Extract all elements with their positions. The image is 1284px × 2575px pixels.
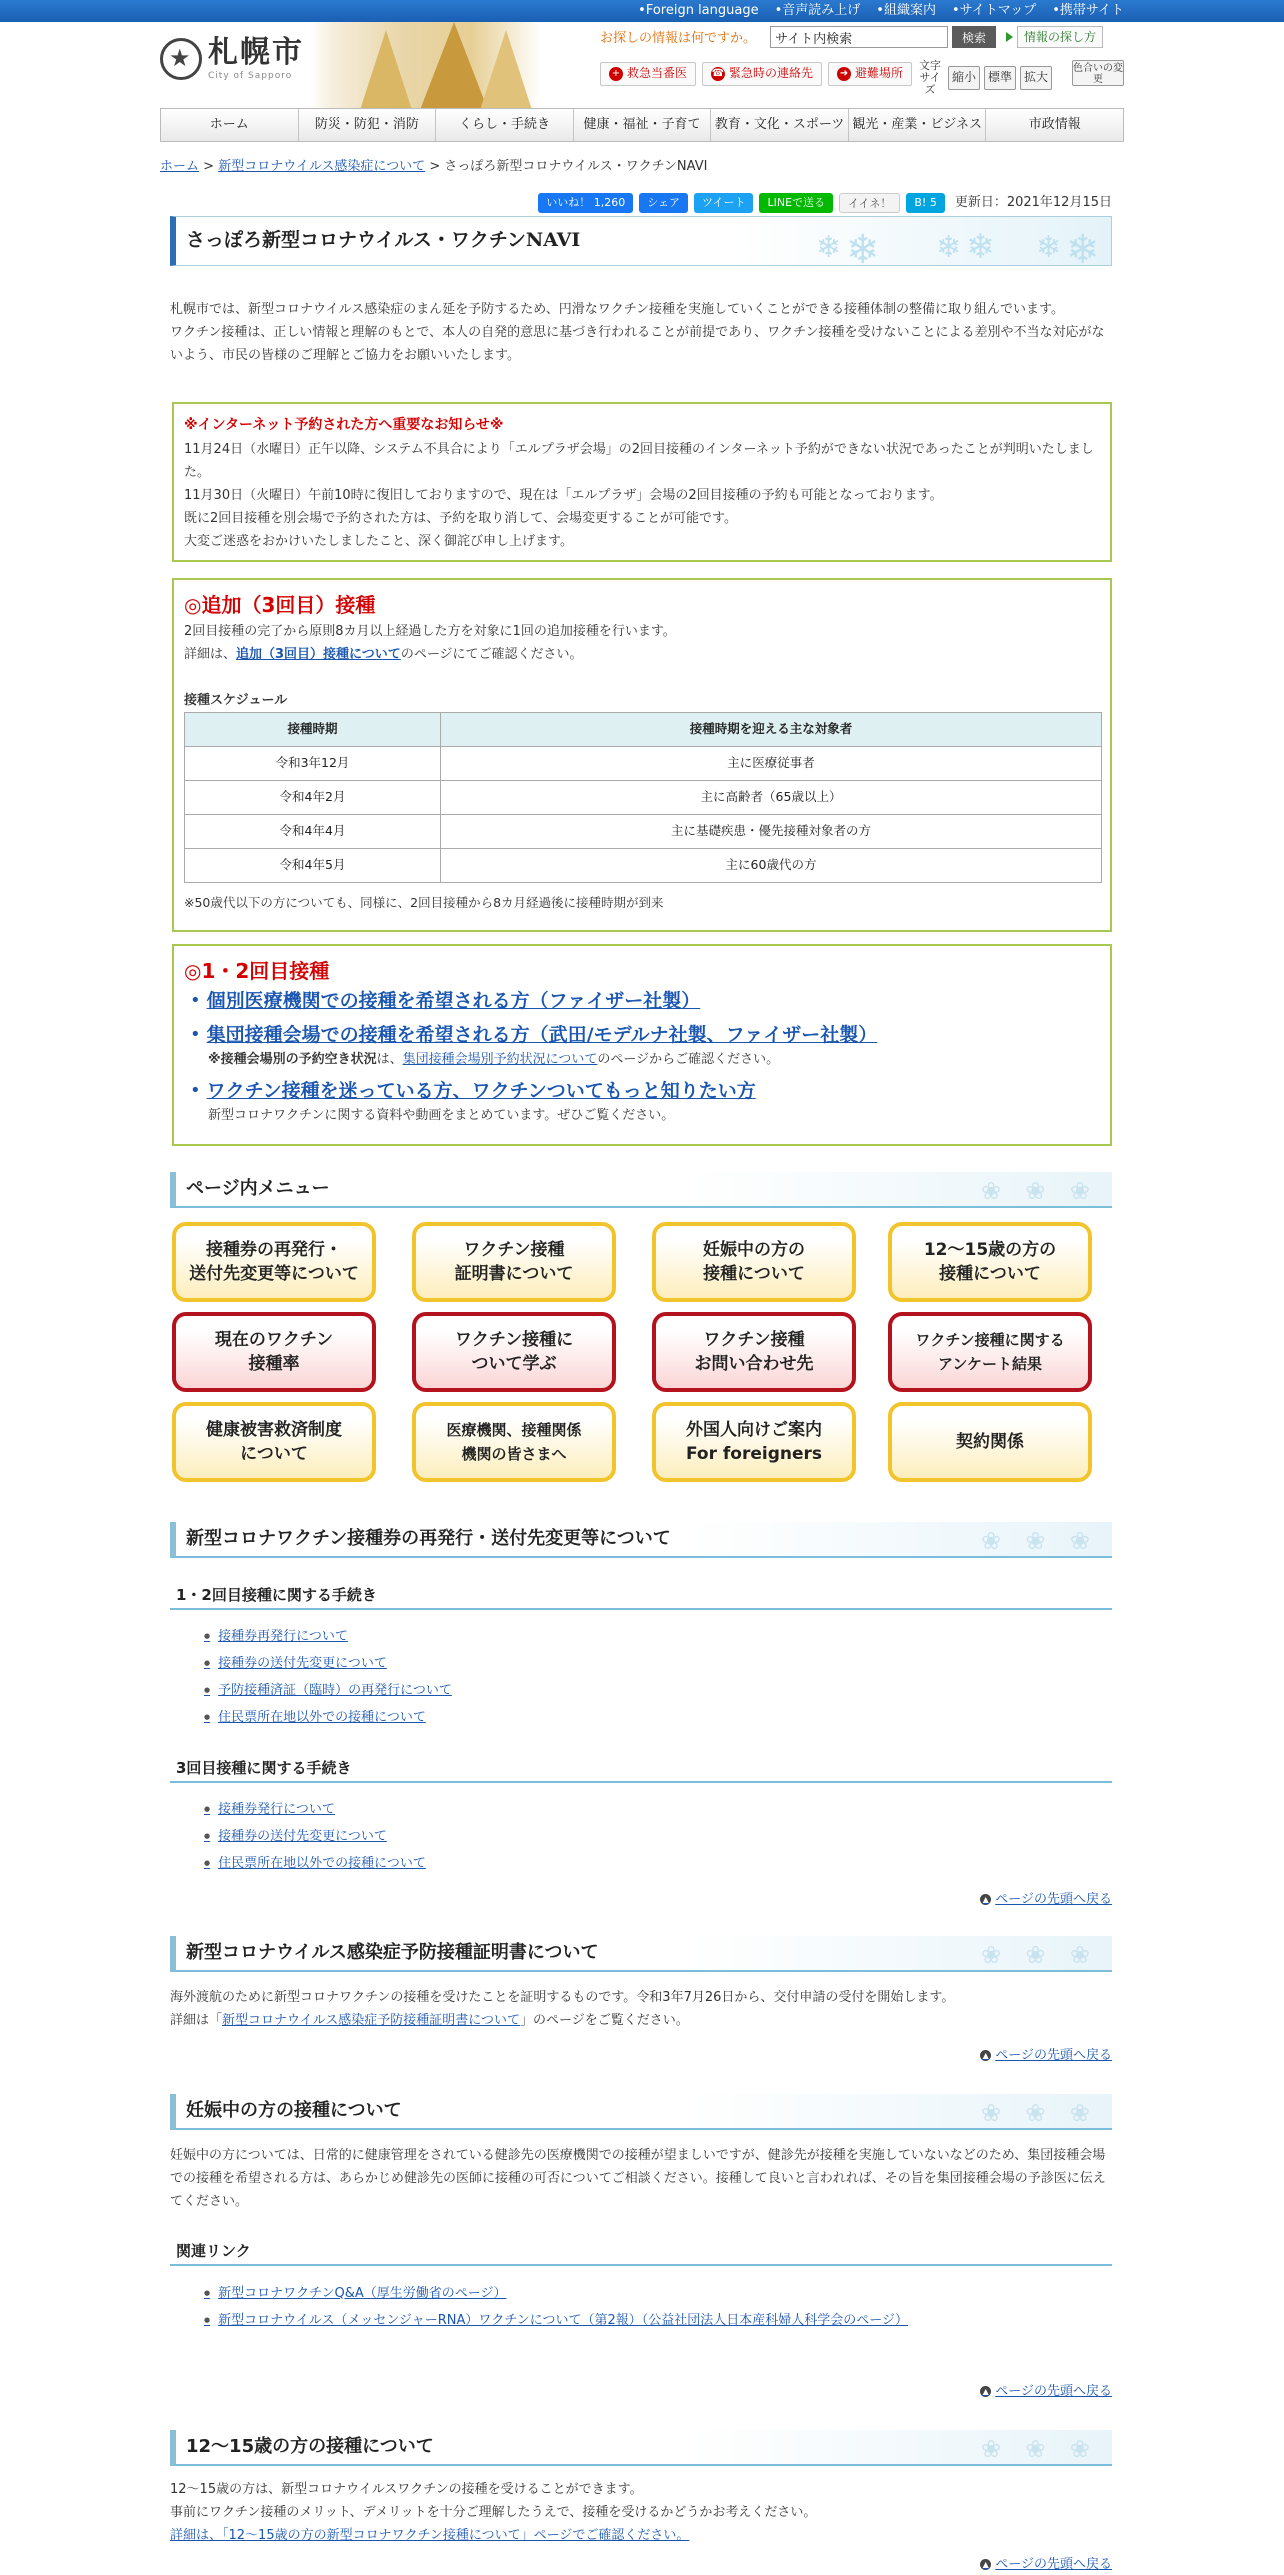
certificate-detail-pre: 詳細は「 xyxy=(170,2013,223,2028)
facebook-share-button[interactable]: シェア xyxy=(639,193,688,213)
reservation-status-bold: ※接種会場別の予約空き状況 xyxy=(208,1052,377,1067)
menu-contact-button[interactable]: ワクチン接種 お問い合わせ先 xyxy=(652,1312,856,1392)
menu-medical-institutions-button[interactable]: 医療機関、接種関係 機関の皆さまへ xyxy=(412,1402,616,1482)
emergency-contact-label: 緊急時の連絡先 xyxy=(729,66,814,81)
table-cell: 主に医療従事者 xyxy=(441,747,1102,781)
table-cell: 主に60歳代の方 xyxy=(441,849,1102,883)
arrow-up-icon: ▲ xyxy=(980,2386,991,2397)
nav-home[interactable]: ホーム xyxy=(161,109,299,141)
mhlw-qa-link[interactable]: ● 新型コロナワクチンQ&A（厚生労働省のページ） xyxy=(204,2280,908,2307)
back-to-top-link[interactable] xyxy=(980,2045,1112,2066)
menu-relief-button[interactable]: 健康被害救済制度 について xyxy=(172,1402,376,1482)
table-row xyxy=(185,815,1102,849)
related-link-list xyxy=(204,2280,908,2334)
first-dose-heading: ◎1・2回目接種 xyxy=(184,959,330,983)
plus-cross-icon: + xyxy=(609,67,623,81)
back-to-top-label: ページの先頭へ戻る xyxy=(995,2048,1112,2063)
certificate-line: 海外渡航のために新型コロナワクチンの接種を受けたことを証明するものです。令和3年7月26日から、交付申請の受付を開始します。 xyxy=(170,1990,955,2005)
arrow-up-icon: ▲ xyxy=(980,2050,991,2061)
bullet-icon: • xyxy=(190,1024,201,1045)
notice-heading: ※インターネット予約された方へ重要なお知らせ※ xyxy=(184,417,504,433)
breadcrumb-home[interactable]: ホーム xyxy=(160,159,200,174)
top-links xyxy=(638,0,1124,22)
youth-text xyxy=(170,2478,1112,2547)
address-change-link[interactable]: ● 接種券の送付先変更について xyxy=(204,1823,426,1850)
leaf-decoration-icon: ❀ ❀ ❀ xyxy=(980,1177,1098,1205)
nav-tourism-business[interactable]: 観光・産業・ビジネス xyxy=(849,109,987,141)
phone-icon: ☎ xyxy=(711,68,725,79)
vaccination-certificate-reissue-link[interactable]: ● 予防接種済証（臨時）の再発行について xyxy=(204,1677,452,1704)
youth-line: 事前にワクチン接種のメリット、デメリットを十分ご理解したうえで、接種を受けるかどうかお考えください。 xyxy=(170,2505,817,2520)
menu-foreigners-button[interactable]: 外国人向けご案内 For foreigners xyxy=(652,1402,856,1482)
breadcrumb-parent[interactable]: 新型コロナウイルス感染症について xyxy=(218,159,426,174)
table-row xyxy=(185,747,1102,781)
line-share-button[interactable]: LINEで送る xyxy=(759,193,833,213)
arrow-up-icon: ▲ xyxy=(980,1894,991,1905)
leaf-decoration-icon: ❀ ❀ ❀ xyxy=(980,2435,1098,2463)
table-cell: 主に基礎疾患・優先接種対象者の方 xyxy=(441,815,1102,849)
learn-more-text: 新型コロナワクチンに関する資料や動画をまとめています。ぜひご覧ください。 xyxy=(208,1108,675,1123)
site-search-input[interactable] xyxy=(770,26,948,48)
page-menu-heading xyxy=(170,1172,1112,1208)
learn-more-link[interactable]: ワクチン接種を迷っている方、ワクチンついてもっと知りたい方 xyxy=(206,1080,756,1102)
mass-vaccination-link[interactable]: 集団接種会場での接種を希望される方（武田/モデルナ社製、ファイザー社製） xyxy=(206,1024,878,1046)
breadcrumb-separator: > xyxy=(203,159,215,174)
table-header: 接種時期 xyxy=(185,713,441,747)
evacuation-site-label: 避難場所 xyxy=(855,66,904,81)
bullet-icon: • xyxy=(190,990,201,1011)
back-to-top-label: ページの先頭へ戻る xyxy=(995,2384,1112,2399)
booster-text: 2回目接種の完了から原則8カ月以上経過した方を対象に1回の追加接種を行います。 xyxy=(184,624,676,639)
menu-survey-button[interactable]: ワクチン接種に関する アンケート結果 xyxy=(888,1312,1092,1392)
address-change-link[interactable]: ● 接種券の送付先変更について xyxy=(204,1650,452,1677)
emergency-doctor-label: 救急当番医 xyxy=(627,66,688,81)
menu-contracts-button[interactable]: 契約関係 xyxy=(888,1402,1092,1482)
page-title: さっぽろ新型コロナウイルス・ワクチンNAVI xyxy=(186,229,581,252)
back-to-top-label: ページの先頭へ戻る xyxy=(995,2557,1112,2572)
menu-reissue-button[interactable]: 接種券の再発行・ 送付先変更等について xyxy=(172,1222,376,1302)
find-info-link[interactable] xyxy=(1006,26,1103,48)
search-label: お探しの情報は何ですか。 xyxy=(600,31,757,46)
emergency-contact-button[interactable] xyxy=(702,62,822,86)
list-item xyxy=(190,1076,1100,1106)
important-notice-box xyxy=(172,402,1112,562)
table-cell: 令和4年4月 xyxy=(185,815,441,849)
nav-living[interactable]: くらし・手続き xyxy=(436,109,574,141)
leaf-decoration-icon: ❀ ❀ ❀ xyxy=(980,1941,1098,1969)
logo-subtitle: City of Sapporo xyxy=(208,71,293,81)
page-menu-title: ページ内メニュー xyxy=(186,1178,330,1199)
font-size-normal-button[interactable]: 標準 xyxy=(984,66,1016,90)
snowflake-icon: ❄ xyxy=(936,230,962,265)
menu-vaccination-rate-button[interactable]: 現在のワクチン 接種率 xyxy=(172,1312,376,1392)
christmas-tree-banner xyxy=(310,22,540,110)
voice-reading-link[interactable]: • 音声読み上げ xyxy=(775,0,861,22)
sitemap-link[interactable]: • サイトマップ xyxy=(952,0,1036,22)
snowflake-icon: ❄ xyxy=(816,230,842,265)
table-cell: 令和3年12月 xyxy=(185,747,441,781)
schedule-table xyxy=(184,712,1102,883)
social-share-bar xyxy=(538,192,1112,213)
leaf-decoration-icon: ❀ ❀ ❀ xyxy=(980,1527,1098,1555)
reissue-link[interactable]: ● 接種券再発行について xyxy=(204,1623,452,1650)
certificate-detail-post: 」のページをご覧ください。 xyxy=(519,2013,689,2028)
leaf-decoration-icon: ❀ ❀ ❀ xyxy=(980,2099,1098,2127)
table-cell: 主に高齢者（65歳以上） xyxy=(441,781,1102,815)
reservation-status-note xyxy=(208,1050,1100,1070)
reissue-section-title: 新型コロナワクチン接種券の再発行・送付先変更等について xyxy=(186,1528,671,1549)
font-size-label: 文字サイズ xyxy=(919,59,941,96)
menu-pregnant-button[interactable]: 妊娠中の方の 接種について xyxy=(652,1222,856,1302)
font-size-shrink-button[interactable]: 縮小 xyxy=(948,66,980,90)
hatena-bookmark-button[interactable]: B! 5 xyxy=(906,193,944,213)
back-to-top-link[interactable] xyxy=(980,2381,1112,2402)
booster-detail-pre: 詳細は、 xyxy=(184,647,237,662)
site-logo[interactable] xyxy=(160,36,304,82)
reservation-status-link[interactable]: 集団接種会場別予約状況について xyxy=(402,1052,598,1067)
snowflake-icon: ❄ xyxy=(1036,230,1062,265)
booster-detail-link[interactable]: 追加（3回目）接種について xyxy=(236,647,401,662)
intro-text xyxy=(170,298,1112,367)
page-title-bar xyxy=(170,216,1112,273)
nav-education-culture[interactable]: 教育・文化・スポーツ xyxy=(711,109,849,141)
booster-box xyxy=(172,578,1112,932)
booster-detail xyxy=(184,643,1100,666)
table-row xyxy=(185,781,1102,815)
intro-paragraph: ワクチン接種は、正しい情報と理解のもとで、本人の自発的意思に基づき行われることが前提であり、ワクチン接種を受けないことによる差別や不当な対応がないよう、市民の皆様のご理解とご協力をお願いいたします。 xyxy=(170,325,1105,363)
table-cell: 令和4年5月 xyxy=(185,849,441,883)
pregnant-section-title: 妊娠中の方の接種について xyxy=(186,2100,402,2121)
outside-residence-link[interactable]: ● 住民票所在地以外での接種について xyxy=(204,1704,452,1731)
menu-certificate-button[interactable]: ワクチン接種 証明書について xyxy=(412,1222,616,1302)
mixi-iine-button[interactable]: イイネ！ xyxy=(839,193,900,213)
logo-name: 札幌市 xyxy=(208,35,304,70)
facebook-like-button[interactable]: いいね！ 1,260 xyxy=(538,193,633,213)
menu-youth-button[interactable]: 12～15歳の方の 接種について xyxy=(888,1222,1092,1302)
related-links-subheading: 関連リンク xyxy=(170,2238,1112,2266)
notice-line: 11月24日（水曜日）正午以降、システム不具合により「エルプラザ会場」の2回目接種のインターネット予約ができない状況であったことが判明いたしました。 xyxy=(184,442,1094,480)
certificate-detail xyxy=(170,2009,1112,2032)
emergency-doctor-button[interactable] xyxy=(600,62,696,86)
breadcrumb xyxy=(160,156,707,177)
back-to-top-link[interactable] xyxy=(980,2554,1112,2575)
booster-detail-post: のページにてご確認ください。 xyxy=(400,647,583,662)
reservation-status-mid: は、 xyxy=(376,1052,403,1067)
notice-line: 既に2回目接種を別会場で予約された方は、予約を取り消して、会場変更することが可能です。 xyxy=(184,511,737,526)
youth-line: 12～15歳の方は、新型コロナウイルスワクチンの接種を受けることができます。 xyxy=(170,2482,643,2497)
snowflake-icon: ❄ xyxy=(966,227,995,267)
ticket-issue-link[interactable]: ● 接種券発行について xyxy=(204,1796,426,1823)
foreign-language-link[interactable]: • Foreign language xyxy=(638,0,758,22)
updated-date: 更新日：2021年12月15日 xyxy=(954,195,1112,210)
mobile-site-link[interactable]: • 携帯サイト xyxy=(1052,0,1124,22)
menu-learn-button[interactable]: ワクチン接種に ついて学ぶ xyxy=(412,1312,616,1392)
reservation-status-post: のページからご確認ください。 xyxy=(597,1052,780,1067)
site-header xyxy=(160,22,1124,110)
snowflake-icon: ❄ xyxy=(846,227,880,273)
emergency-links xyxy=(600,62,912,86)
city-emblem-icon xyxy=(160,38,202,80)
certificate-text xyxy=(170,1986,1112,2032)
certificate-detail-link[interactable]: 新型コロナウイルス感染症予防接種証明書について xyxy=(222,2013,520,2028)
certificate-section-title: 新型コロナウイルス感染症予防接種証明書について xyxy=(186,1942,599,1963)
reissue-section-heading xyxy=(170,1522,1112,1558)
dose-3-subheading: 3回目接種に関する手続き xyxy=(170,1755,1112,1783)
youth-detail-link[interactable]: 詳細は、「12～15歳の方の新型コロナワクチン接種について」ページでご確認ください。 xyxy=(170,2528,690,2543)
booster-heading: ◎追加（3回目）接種 xyxy=(184,593,376,617)
table-cell: 令和4年2月 xyxy=(185,781,441,815)
jsog-link[interactable]: ● 新型コロナウイルス（メッセンジャーRNA）ワクチンについて（第2報）（公益社団法人日本産科婦人科学会のページ） xyxy=(204,2307,908,2334)
pregnant-section-heading xyxy=(170,2094,1112,2130)
table-row xyxy=(185,849,1102,883)
pregnant-text: 妊娠中の方については、日常的に健康管理をされている健診先の医療機関での接種が望ましいですが、健診先が接種を実施していないなどのため、集団接種会場での接種を希望される方は、あらかじめ健診先の医師に接種の可否についてご相談ください。接種して良いと言われれば、その旨を集団接種会場の予診医に伝えてください。 xyxy=(170,2148,1106,2209)
back-to-top-label: ページの先頭へ戻る xyxy=(995,1892,1112,1907)
top-utility-bar xyxy=(0,0,1284,22)
font-size-controls xyxy=(916,60,1052,96)
arrow-right-icon xyxy=(1006,32,1013,42)
doses-1-2-link-list xyxy=(204,1623,452,1731)
find-info-label: 情報の探し方 xyxy=(1017,26,1103,48)
nav-disaster-prevention[interactable]: 防災・防犯・消防 xyxy=(299,109,437,141)
list-item xyxy=(190,986,1100,1016)
individual-clinic-link[interactable]: 個別医療機関での接種を希望される方（ファイザー社製） xyxy=(206,990,701,1012)
bullet-icon: • xyxy=(190,1080,201,1101)
breadcrumb-current: さっぽろ新型コロナウイルス・ワクチンNAVI xyxy=(444,159,708,174)
breadcrumb-separator: > xyxy=(429,159,441,174)
youth-section-heading xyxy=(170,2430,1112,2466)
color-change-button[interactable]: 色合いの変更 xyxy=(1072,60,1124,86)
first-second-dose-box xyxy=(172,944,1112,1146)
booster-note: ※50歳代以下の方についても、同様に、2回目接種から8カ月経過後に接種時期が到来 xyxy=(184,895,664,910)
arrow-up-icon: ▲ xyxy=(980,2559,991,2570)
outside-residence-link[interactable]: ● 住民票所在地以外での接種について xyxy=(204,1850,426,1877)
schedule-title: 接種スケジュール xyxy=(184,693,288,708)
certificate-section-heading xyxy=(170,1936,1112,1972)
table-header: 接種時期を迎える主な対象者 xyxy=(441,713,1102,747)
search-button[interactable]: 検索 xyxy=(952,26,996,48)
nav-health-welfare[interactable]: 健康・福祉・子育て xyxy=(574,109,712,141)
notice-line: 大変ご迷惑をおかけいたしましたこと、深く御詫び申し上げます。 xyxy=(184,534,573,549)
organization-link[interactable]: • 組織案内 xyxy=(876,0,936,22)
snowflake-icon: ❄ xyxy=(1066,227,1100,273)
evacuation-site-button[interactable] xyxy=(828,62,912,86)
list-item xyxy=(190,1020,1100,1050)
dose-3-link-list xyxy=(204,1796,426,1877)
nav-city-info[interactable]: 市政情報 xyxy=(1028,117,1081,132)
runner-icon: ➜ xyxy=(837,67,851,81)
doses-1-2-subheading: 1・2回目接種に関する手続き xyxy=(170,1582,1112,1610)
tweet-button[interactable]: ツイート xyxy=(694,193,753,213)
notice-line: 11月30日（火曜日）午前10時に復旧しておりますので、現在は「エルプラザ」会場の2回目接種の予約も可能となっております。 xyxy=(184,488,943,503)
global-nav xyxy=(160,108,1124,142)
font-size-enlarge-button[interactable]: 拡大 xyxy=(1020,66,1052,90)
back-to-top-link[interactable] xyxy=(980,1889,1112,1910)
intro-paragraph: 札幌市では、新型コロナウイルス感染症のまん延を予防するため、円滑なワクチン接種を実施していくことができる接種体制の整備に取り組んでいます。 xyxy=(170,302,1065,317)
youth-section-title: 12～15歳の方の接種について xyxy=(186,2436,434,2457)
